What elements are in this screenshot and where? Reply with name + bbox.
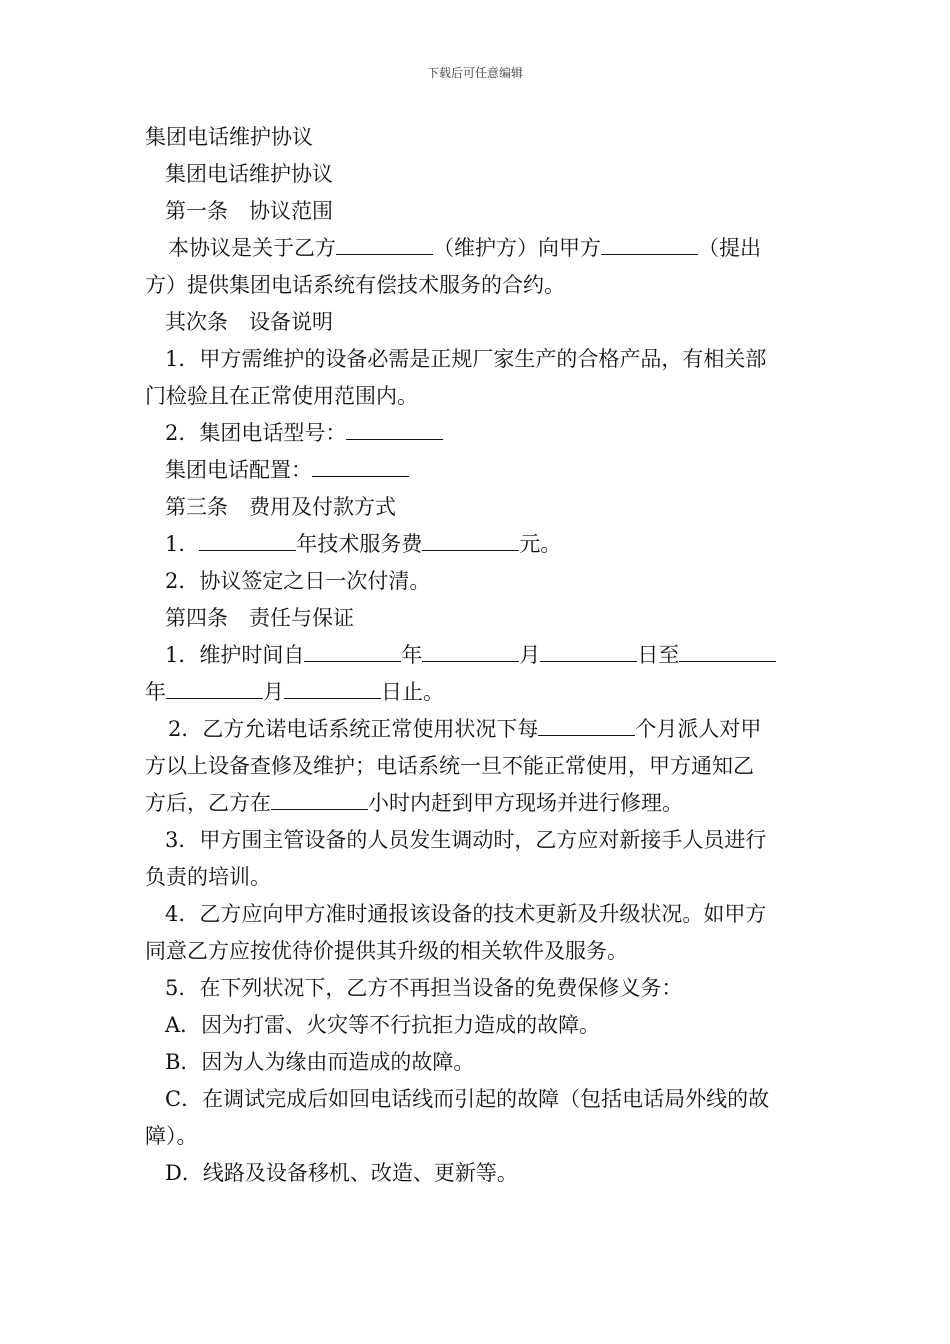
blank-field (166, 678, 263, 699)
clause-4-5-c-cont: 障）。 (145, 1124, 198, 1148)
text-segment: 日至 (637, 643, 680, 667)
blank-field (284, 678, 381, 699)
blank-field (679, 641, 776, 662)
document-subtitle: 集团电话维护协议 (165, 162, 333, 186)
text-segment: 本协议是关于乙方 (168, 236, 336, 260)
text-segment: 年 (401, 643, 423, 667)
text-segment: 方后，乙方在 (145, 791, 271, 815)
clause-3-2: 2．协议签定之日一次付清。 (165, 569, 431, 593)
blank-field (199, 530, 296, 551)
document-title: 集团电话维护协议 (145, 125, 313, 149)
clause-4-5-b: B．因为人为缘由而造成的故障。 (165, 1050, 475, 1074)
document-body (145, 119, 810, 1192)
clause-4-5-d: D．线路及设备移机、改造、更新等。 (165, 1161, 518, 1185)
text-segment: 年 (145, 680, 166, 704)
blank-field (601, 234, 698, 255)
article-1-paragraph-cont: 方）提供集团电话系统有偿技术服务的合约。 (145, 273, 565, 297)
text-segment: 元。 (519, 532, 562, 556)
text-segment: 2．乙方允诺电话系统正常使用状况下每 (168, 717, 539, 741)
clause-4-5-a: A．因为打雷、火灾等不行抗拒力造成的故障。 (165, 1013, 601, 1037)
article-1-heading: 第一条 协议范围 (165, 199, 333, 223)
blank-field (346, 419, 443, 440)
blank-field (422, 641, 519, 662)
clause-4-2-cont2 (145, 785, 810, 822)
blank-field (336, 234, 433, 255)
text-segment: 集团电话配置： (165, 458, 312, 482)
blank-field (271, 789, 368, 810)
text-segment: 1．维护时间自 (165, 643, 305, 667)
blank-field (538, 715, 635, 736)
text-segment: （提出 (698, 236, 761, 260)
blank-field (540, 641, 637, 662)
text-segment: 2．集团电话型号： (165, 421, 347, 445)
clause-4-1-cont (145, 674, 810, 711)
clause-4-2-cont: 方以上设备查修及维护；电话系统一旦不能正常使用，甲方通知乙 (145, 754, 754, 778)
article-2-heading: 其次条 设备说明 (165, 310, 333, 334)
clause-2-2 (145, 415, 810, 452)
clause-4-5-c: C．在调试完成后如回电话线而引起的故障（包括电话局外线的故 (165, 1087, 770, 1111)
article-1-paragraph (145, 230, 810, 267)
text-segment: 1． (165, 532, 200, 556)
clause-2-config (145, 452, 810, 489)
clause-4-4: 4．乙方应向甲方准时通报该设备的技术更新及升级状况。如甲方 (165, 902, 767, 926)
text-segment: 个月派人对甲 (635, 717, 762, 741)
clause-4-5: 5．在下列状况下，乙方不再担当设备的免费保修义务： (165, 976, 683, 1000)
blank-field (304, 641, 401, 662)
text-segment: 小时内赶到甲方现场并进行修理。 (368, 791, 683, 815)
blank-field (312, 456, 409, 477)
text-segment: 日止。 (381, 680, 444, 704)
clause-2-1-cont: 门检验且在正常使用范围内。 (145, 384, 418, 408)
header-note: 下载后可任意编辑 (426, 66, 523, 80)
text-segment: （维护方）向甲方 (433, 236, 601, 260)
clause-4-3-cont: 负责的培训。 (145, 865, 271, 889)
clause-3-1 (145, 526, 810, 563)
text-segment: 年技术服务费 (296, 532, 423, 556)
clause-4-1 (145, 637, 810, 674)
article-4-heading: 第四条 责任与保证 (165, 606, 354, 630)
blank-field (422, 530, 519, 551)
clause-4-3: 3．甲方围主管设备的人员发生调动时，乙方应对新接手人员进行 (165, 828, 767, 852)
clause-4-2 (145, 711, 810, 748)
article-3-heading: 第三条 费用及付款方式 (165, 495, 396, 519)
clause-4-4-cont: 同意乙方应按优待价提供其升级的相关软件及服务。 (145, 939, 628, 963)
clause-2-1: 1．甲方需维护的设备必需是正规厂家生产的合格产品，有相关部 (165, 347, 767, 371)
text-segment: 月 (519, 643, 541, 667)
text-segment: 月 (263, 680, 284, 704)
